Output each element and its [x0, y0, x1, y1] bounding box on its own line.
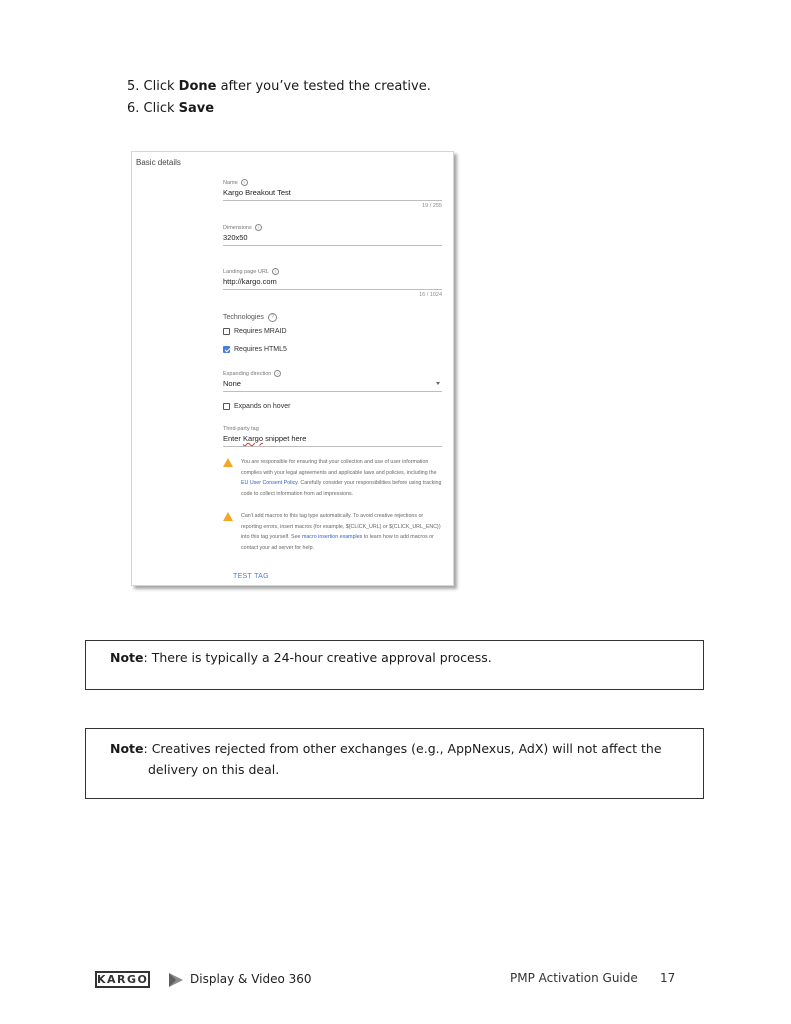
warning-icon — [223, 512, 233, 521]
help-icon[interactable]: ? — [272, 268, 279, 275]
dimensions-field[interactable]: Dimensions ? 320x50 — [223, 224, 442, 246]
name-field[interactable]: Name ? Kargo Breakout Test 19 / 255 — [223, 179, 442, 209]
help-icon[interactable]: ? — [268, 313, 277, 322]
note-label: Note — [110, 650, 144, 665]
expanding-direction-value[interactable]: None — [223, 379, 442, 392]
page-number: 17 — [660, 971, 676, 985]
third-party-tag-field[interactable]: Third-party tag Enter Kargo snippet here — [223, 426, 442, 447]
steps-list — [127, 76, 431, 120]
guide-title: PMP Activation Guide — [510, 971, 638, 985]
note-text: : Creatives rejected from other exchanges (e.g., AppNexus, AdX) will not affect the — [143, 741, 662, 756]
note-text: : There is typically a 24-hour creative approval process. — [143, 650, 492, 665]
dv360-label: Display & Video 360 — [190, 972, 312, 986]
expanding-direction-select[interactable]: Expanding direction ? None — [223, 370, 442, 392]
kargo-logo: KARGO — [97, 973, 149, 986]
third-party-tag-input[interactable]: Enter Kargo snippet here — [223, 434, 442, 447]
name-input[interactable]: Kargo Breakout Test — [223, 188, 442, 201]
landing-url-field[interactable]: Landing page URL ? http://kargo.com 16 / 1024 — [223, 268, 442, 298]
requires-html5-checkbox[interactable]: Requires HTML5 — [223, 346, 287, 353]
checkbox-unchecked-icon[interactable] — [223, 403, 230, 410]
step-5-bold: Done — [178, 79, 217, 94]
checkbox-checked-icon[interactable] — [223, 346, 230, 353]
landing-url-char-count: 16 / 1024 — [419, 292, 442, 298]
dimensions-input[interactable]: 320x50 — [223, 233, 442, 246]
note-box-rejections — [85, 728, 704, 799]
section-title: Basic details — [136, 158, 181, 167]
test-tag-button[interactable]: TEST TAG — [233, 573, 269, 580]
help-icon[interactable]: ? — [241, 179, 248, 186]
display-video-360-icon — [167, 971, 185, 989]
step-6-bold: Save — [178, 101, 215, 116]
technologies-heading: Technologies ? — [223, 313, 277, 322]
requires-mraid-checkbox[interactable]: Requires MRAID — [223, 328, 287, 335]
warning-icon — [223, 458, 233, 467]
checkbox-unchecked-icon[interactable] — [223, 328, 230, 335]
eu-consent-policy-link[interactable]: EU User Consent Policy — [241, 480, 298, 486]
consent-warning: You are responsible for ensuring that your collection and use of user information complies with your legal agreements and applicable laws and policies, including the EU User Consent Policy. Carefully consider your responsibilities before using tracking code to collect information from ad impressions. — [223, 457, 443, 499]
note-label: Note — [110, 741, 144, 756]
dropdown-arrow-icon[interactable] — [436, 382, 440, 385]
help-icon[interactable]: ? — [274, 370, 281, 377]
expands-on-hover-checkbox[interactable]: Expands on hover — [223, 403, 290, 410]
note-box-approval — [85, 640, 704, 690]
macro-examples-link[interactable]: macro insertion examples — [301, 534, 363, 540]
step-6: 6. Click Save — [127, 101, 215, 116]
landing-url-input[interactable]: http://kargo.com — [223, 277, 442, 290]
note-text-continued: delivery on this deal. — [148, 762, 280, 777]
help-icon[interactable]: ? — [255, 224, 262, 231]
macro-warning: Can't add macros to this tag type automatically. To avoid creative rejections or reporting errors, insert macros (for example, ${CLICK_URL} or ${CLICK_URL_ENC}) into this tag yourself. See macro insertion examples to learn how to add macros or contact your ad server for help. — [223, 511, 443, 553]
basic-details-screenshot — [131, 151, 454, 586]
step-5: 5. Click Done after you’ve tested the creative. — [127, 79, 431, 94]
page-footer — [0, 968, 791, 996]
name-char-count: 19 / 255 — [422, 203, 442, 209]
